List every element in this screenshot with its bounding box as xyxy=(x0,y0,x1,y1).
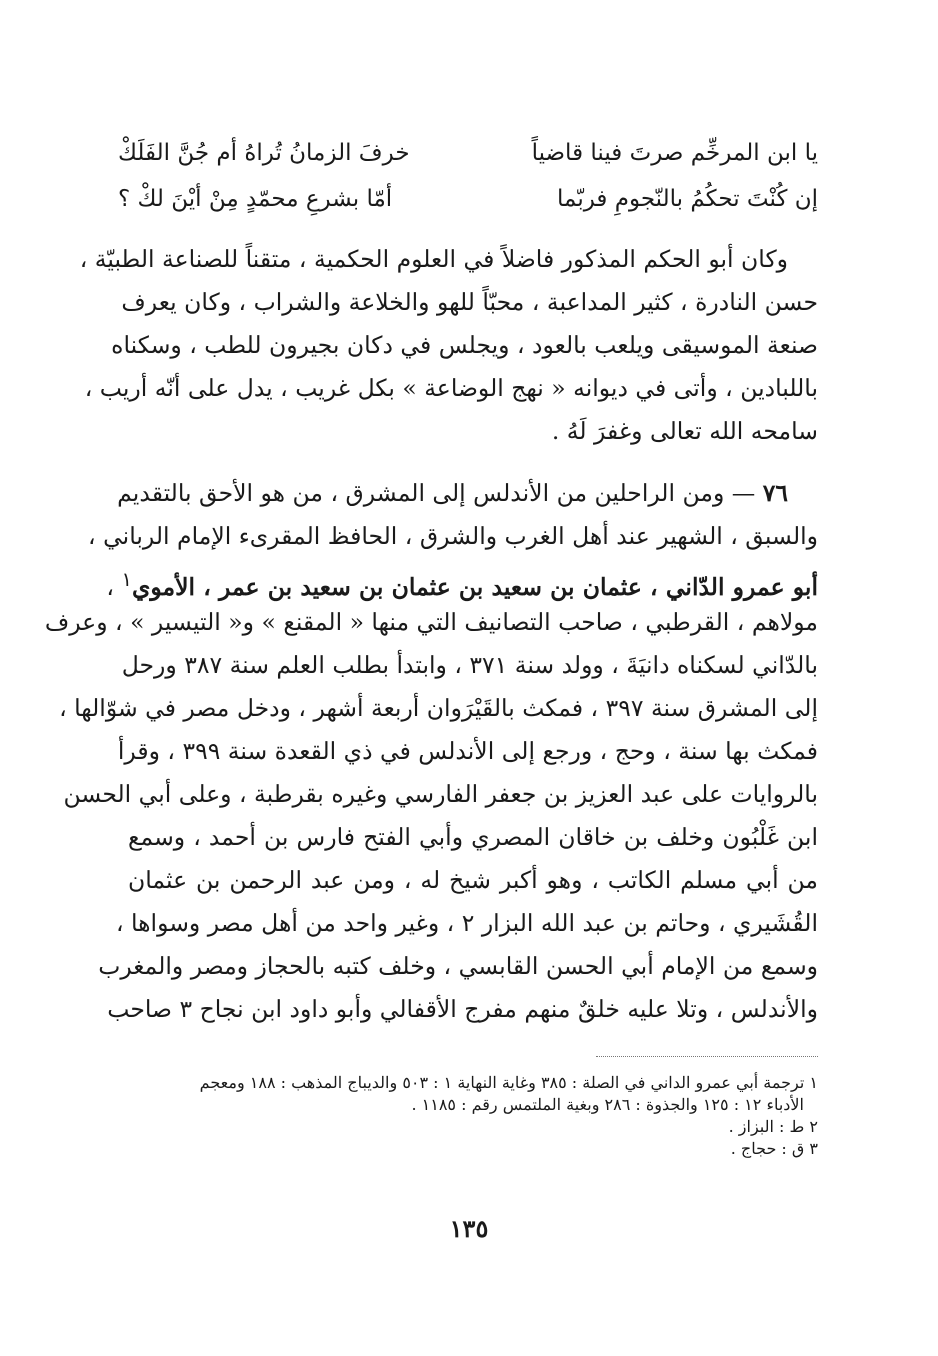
text-line: ابن غَلْبُون وخلف بن خاقان المصري وأبي الفتح فارس بن أحمد ، وسمع xyxy=(128,823,818,851)
text-line xyxy=(106,558,818,601)
scholar-name: أبو عمرو الدّاني ، عثمان بن سعيد بن عثمان بن سعيد بن عمر ، الأموي xyxy=(131,572,818,601)
text-line: سامحه الله تعالى وغفرَ لَهُ . xyxy=(551,417,818,445)
first-hemistich: يا ابن المرخِّم صرتَ فينا قاضياً xyxy=(531,140,818,166)
paragraph-1 xyxy=(79,238,818,453)
footnote-text: ق : حجاج . xyxy=(730,1139,805,1158)
text-line: مولاهم ، القرطبي ، صاحب التصانيف التي منها « المقنع » و« التيسير » ، وعرف xyxy=(44,608,818,636)
text-line: والأندلس ، وتلا عليه خلقٌ منهم مفرج الأقفالي وأبو داود ابن نجاح ٣ صاحب xyxy=(107,995,818,1023)
text-line: القُشَيري ، وحاتم بن عبد الله البزار ٢ ، وغير واحد من أهل مصر وسواها ، xyxy=(115,909,818,937)
text-line: وكان أبو الحكم المذكور فاضلاً في العلوم الحكمية ، متقناً للصناعة الطبيّة ، xyxy=(79,245,788,273)
poem xyxy=(118,130,818,222)
paragraph-2 xyxy=(44,472,818,1031)
text-line: وسمع من الإمام أبي الحسن القابسي ، وخلف كتبه بالحجاز ومصر والمغرب xyxy=(98,952,818,980)
footnote-continuation: الأدباء ١٢ : ١٢٥ والجذوة : ٢٨٦ وبغية الملتمس رقم : ١١٨٥ . xyxy=(411,1095,804,1114)
text-line: والسبق ، الشهير عند أهل الغرب والشرق ، الحافظ المقرىء الإمام الرباني ، xyxy=(88,522,818,550)
text-line xyxy=(117,472,818,515)
footnote-marker: ١ xyxy=(809,1073,818,1092)
text-line: صنعة الموسيقى ويلعب بالعود ، ويجلس في دكان بجيرون للطب ، وسكناه xyxy=(111,331,818,359)
footnote-text: ترجمة أبي عمرو الداني في الصلة : ٣٨٥ وغاية النهاية ١ : ٥٠٣ والديباج المذهب : ١٨٨ ومعجم xyxy=(199,1073,805,1092)
second-hemistich: أمّا بشرعِ محمّدٍ مِنْ أيْنَ لكْ ؟ xyxy=(118,186,393,212)
footnote-marker: ٢ xyxy=(809,1117,818,1136)
text-line: بالدّاني لسكناه دانيَةَ ، وولد سنة ٣٧١ ، وابتدأ بطلب العلم سنة ٣٨٧ ورحل xyxy=(121,651,818,679)
text-line: من أبي مسلم الكاتب ، وهو أكبر شيخ له ، ومن عبد الرحمن بن عثمان xyxy=(128,866,818,894)
footnote-text: ط : البزاز . xyxy=(728,1117,805,1136)
footnotes xyxy=(118,1072,818,1160)
text-line: فمكث بها سنة ، وحج ، ورجع إلى الأندلس في ذي القعدة سنة ٣٩٩ ، وقرأ xyxy=(117,737,818,765)
text-line: إلى المشرق سنة ٣٩٧ ، فمكث بالقَيْرَوان أربعة أشهر ، ودخل مصر في شوّالها ، xyxy=(59,694,818,722)
text-line: باللبادين ، وأتى في ديوانه « نهج الوضاعة » بكل غريب ، يدل على أنّه أريب ، xyxy=(84,374,818,402)
punctuation: ، xyxy=(106,572,114,601)
footnote xyxy=(118,1072,818,1094)
footnote-divider xyxy=(596,1056,818,1057)
poem-verse xyxy=(118,130,818,176)
text-line: حسن النادرة ، كثير المداعبة ، محبّاً للهو والخلاعة والشراب ، وكان يعرف xyxy=(121,288,818,316)
poem-verse xyxy=(118,176,818,222)
entry-number: ٧٦ xyxy=(762,479,788,507)
page-number: ١٣٥ xyxy=(449,1214,489,1243)
first-hemistich: إن كُنْتَ تحكُمُ بالنّجومِ فربّما xyxy=(557,186,818,212)
text-line: بالروايات على عبد العزيز بن جعفر الفارسي وغيره بقرطبة ، وعلى أبي الحسن xyxy=(63,780,818,808)
footnote xyxy=(118,1116,818,1138)
footnote-marker: ٣ xyxy=(809,1139,818,1158)
footnote xyxy=(118,1138,818,1160)
second-hemistich: خرفَ الزمانُ تُراهُ أم جُنَّ الفَلَكْ xyxy=(118,140,410,166)
entry-intro: — ومن الراحلين من الأندلس إلى المشرق ، من هو الأحق بالتقديم xyxy=(117,479,756,507)
footnote-ref: ١ xyxy=(121,568,132,591)
